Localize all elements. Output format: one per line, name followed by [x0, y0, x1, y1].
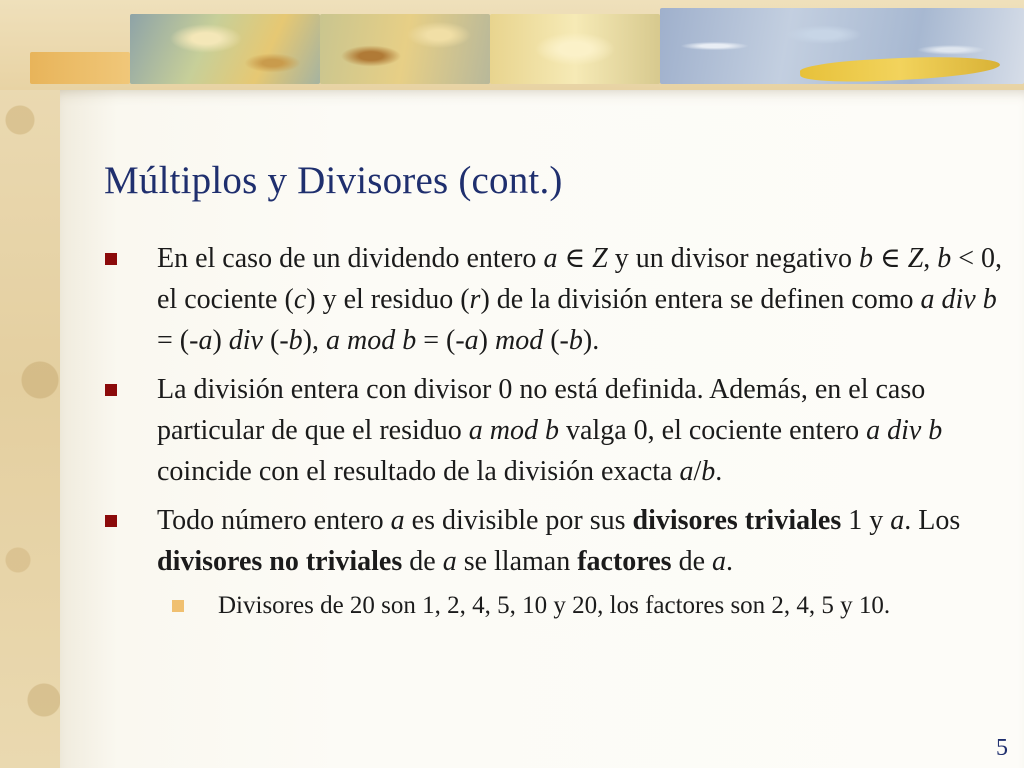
bullet-text: La división entera con divisor 0 no está definida. Además, en el caso particular de que el residuo a mod b valga 0, el cociente entero a div b coincide con el resultado de la división exacta a/b. — [157, 374, 943, 487]
square-bullet-icon — [105, 384, 117, 396]
banner-image-strip — [320, 14, 490, 84]
bullet-text: En el caso de un dividendo entero a ∈ Z y un divisor negativo b ∈ Z, b < 0, el cociente (c) y el residuo (r) de la división entera se definen como a div b = (-a) div (-b), a mod b = (-a) mod (-b). — [157, 243, 1003, 356]
bullet-item — [104, 369, 1009, 492]
bullet-item — [104, 500, 1009, 582]
square-sub-bullet-icon — [172, 600, 184, 612]
square-bullet-icon — [105, 253, 117, 265]
slide-title: Múltiplos y Divisores (cont.) — [104, 159, 563, 202]
page-number: 5 — [996, 735, 1008, 761]
bullet-item — [104, 238, 1009, 361]
square-bullet-icon — [105, 515, 117, 527]
bullet-list — [104, 238, 1009, 623]
bullet-text: Todo número entero a es divisible por sus divisores triviales 1 y a. Los divisores no triviales de a se llaman factores de a. — [157, 505, 961, 577]
banner-image-strip — [490, 14, 660, 84]
sub-bullet-text: Divisores de 20 son 1, 2, 4, 5, 10 y 20, los factores son 2, 4, 5 y 10. — [218, 592, 891, 619]
banner-image-strip — [130, 14, 320, 84]
sub-bullet-item — [104, 588, 1009, 623]
parchment-border — [0, 0, 60, 768]
decorative-banner — [0, 0, 1024, 90]
banner-image-strip — [30, 52, 130, 84]
